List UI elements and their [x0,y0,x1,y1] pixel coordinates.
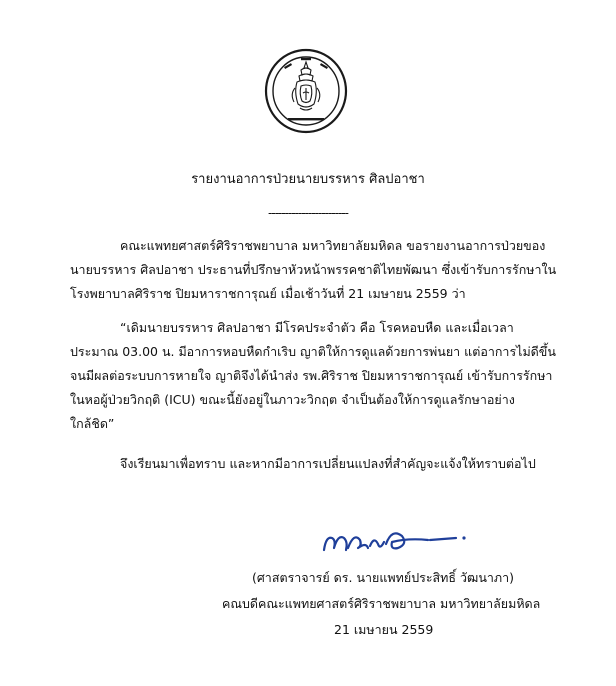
title-divider: ------------------------ [268,206,348,220]
signer-title: คณบดีคณะแพทยศาสตร์ศิริราชพยาบาล มหาวิทยาลัยมหิดล [222,596,541,611]
document-date: 21 เมษายน 2559 [334,622,434,637]
paragraph2-line1: “เดิมนายบรรหาร ศิลปอาชา มีโรคประจำตัว คือ โรคหอบหืด และเมื่อเวลา [120,320,514,335]
paragraph2-line5: ใกล้ชิด” [70,416,115,431]
document-title: รายงานอาการป่วยนายบรรหาร ศิลปอาชา [191,172,425,187]
paragraph2-line2: ประมาณ 03.00 น. มีอาการหอบหืดกำเริบ ญาติให้การดูแลด้วยการพ่นยา แต่อาการไม่ดีขึ้น [70,344,556,359]
handwritten-signature [318,522,468,558]
paragraph2-line3: จนมีผลต่อระบบการหายใจ ญาติจึงได้นำส่ง รพ.ศิริราช ปิยมหาราชการุณย์ เข้ารับการรักษา [70,368,553,383]
paragraph1-line1: คณะแพทยศาสตร์ศิริราชพยาบาล มหาวิทยาลัยมหิดล ขอรายงานอาการป่วยของ [120,238,546,253]
paragraph2-line4: ในหอผู้ป่วยวิกฤติ (ICU) ขณะนี้ยังอยู่ในภาวะวิกฤต จำเป็นต้องให้การดูแลรักษาอย่าง [70,392,515,407]
mahidol-seal-logo [264,48,348,134]
paragraph1-line3: โรงพยาบาลศิริราช ปิยมหาราชการุณย์ เมื่อเช้าวันที่ 21 เมษายน 2559 ว่า [70,286,466,301]
paragraph1-line2: นายบรรหาร ศิลปอาชา ประธานที่ปรึกษาหัวหน้าพรรคชาติไทยพัฒนา ซึ่งเข้ารับการรักษาใน [70,262,557,277]
closing-paragraph: จึงเรียนมาเพื่อทราบ และหากมีอาการเปลี่ยนแปลงที่สำคัญจะแจ้งให้ทราบต่อไป [120,456,536,471]
signer-name: (ศาสตราจารย์ ดร. นายแพทย์ประสิทธิ์ วัฒนาภา) [252,570,515,585]
